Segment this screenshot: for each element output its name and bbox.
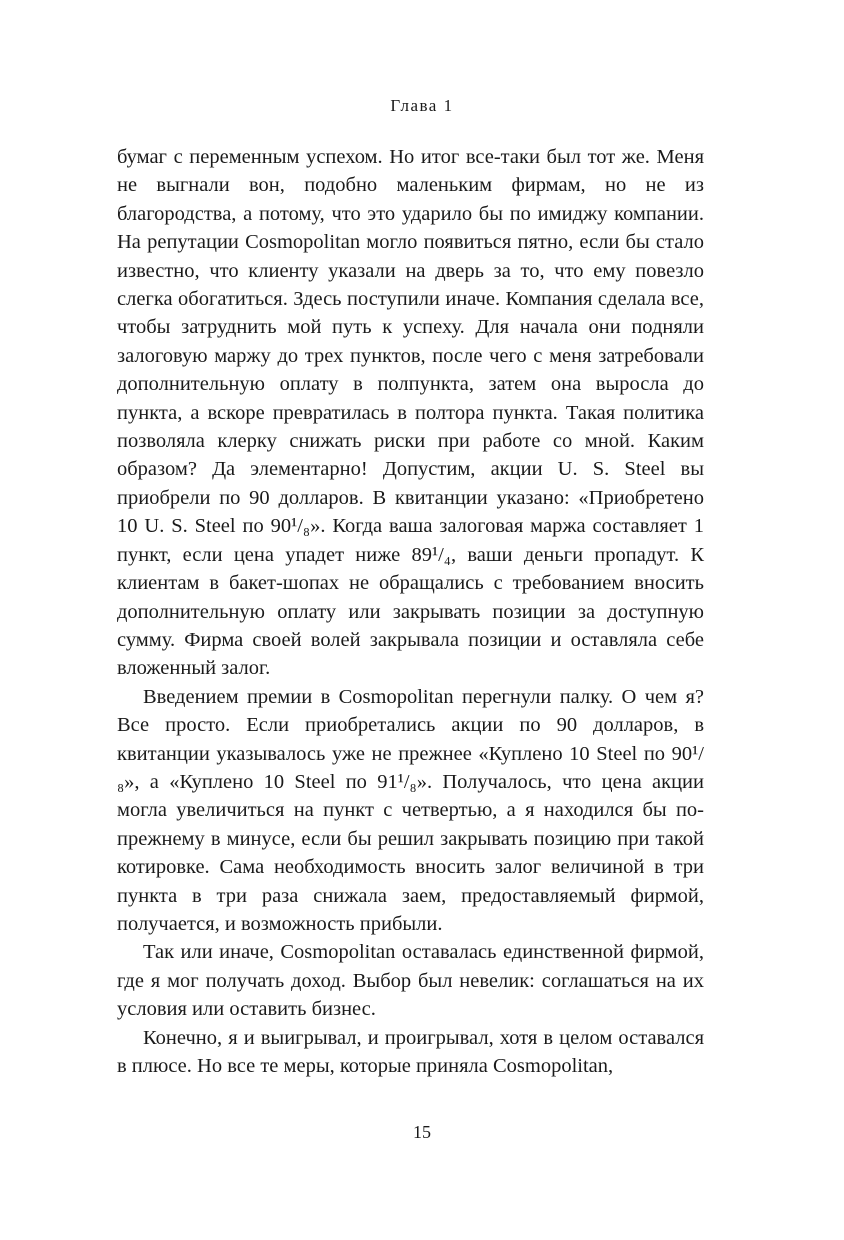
- running-head: Глава 1: [390, 96, 454, 115]
- page-number: 15: [413, 1122, 431, 1142]
- paragraph: Конечно, я и выигрывал, и проигрывал, хотя в целом оставался в плюсе. Но все те меры, которые приняла Cosmopolitan,: [117, 1026, 704, 1077]
- paragraph: Введением премии в Cosmopolitan перегнули палку. О чем я? Все просто. Если приобретались акции по 90 долларов, в квитанции указывалось уже не прежнее «Куплено 10 Steel по 90¹/₈», а «Куплено 10 Steel по 91¹/₈». Получалось, что цена акции могла увеличиться на пункт с четвертью, а я находился бы по-прежнему в минусе, если бы решил закрывать позицию при такой котировке. Сама необходимость вносить залог величиной в три пункта в три раза снижала заем, предоставляемый фирмой, получается, и возможность прибыли.: [117, 685, 704, 935]
- body-text: [117, 143, 704, 1080]
- paragraph: Так или иначе, Cosmopolitan оставалась единственной фирмой, где я мог получать доход. Выбор был невелик: соглашаться на их условия или оставить бизнес.: [117, 941, 704, 1021]
- paragraph-continued: бумаг с переменным успехом. Но итог все-таки был тот же. Меня не выгнали вон, подобно маленьким фирмам, но не из благородства, а потому, что это ударило бы по имиджу компании. На репутации Cosmopolitan могло появиться пятно, если бы стало известно, что клиенту указали на дверь за то, что ему повезло слегка обогатиться. Здесь поступили иначе. Компания сделала все, чтобы затруднить мой путь к успеху. Для начала они подняли залоговую маржу до трех пунктов, после чего с меня затребовали дополнительную оплату в полпункта, затем она выросла до пункта, а вскоре превратилась в полтора пункта. Такая политика позволяла клерку снижать риски при работе со мной. Каким образом? Да элементарно! Допустим, акции U. S. Steel вы приобрели по 90 долларов. В квитанции указано: «Приобретено 10 U. S. Steel по 90¹/₈». Когда ваша залоговая маржа составляет 1 пункт, если цена упадет ниже 89¹/₄, ваши деньги пропадут. К клиентам в бакет-шопах не обращались с требованием вносить дополнительную оплату или закрывать позиции за доступную сумму. Фирма своей волей закрывала позиции и оставляла себе вложенный залог.: [117, 146, 704, 680]
